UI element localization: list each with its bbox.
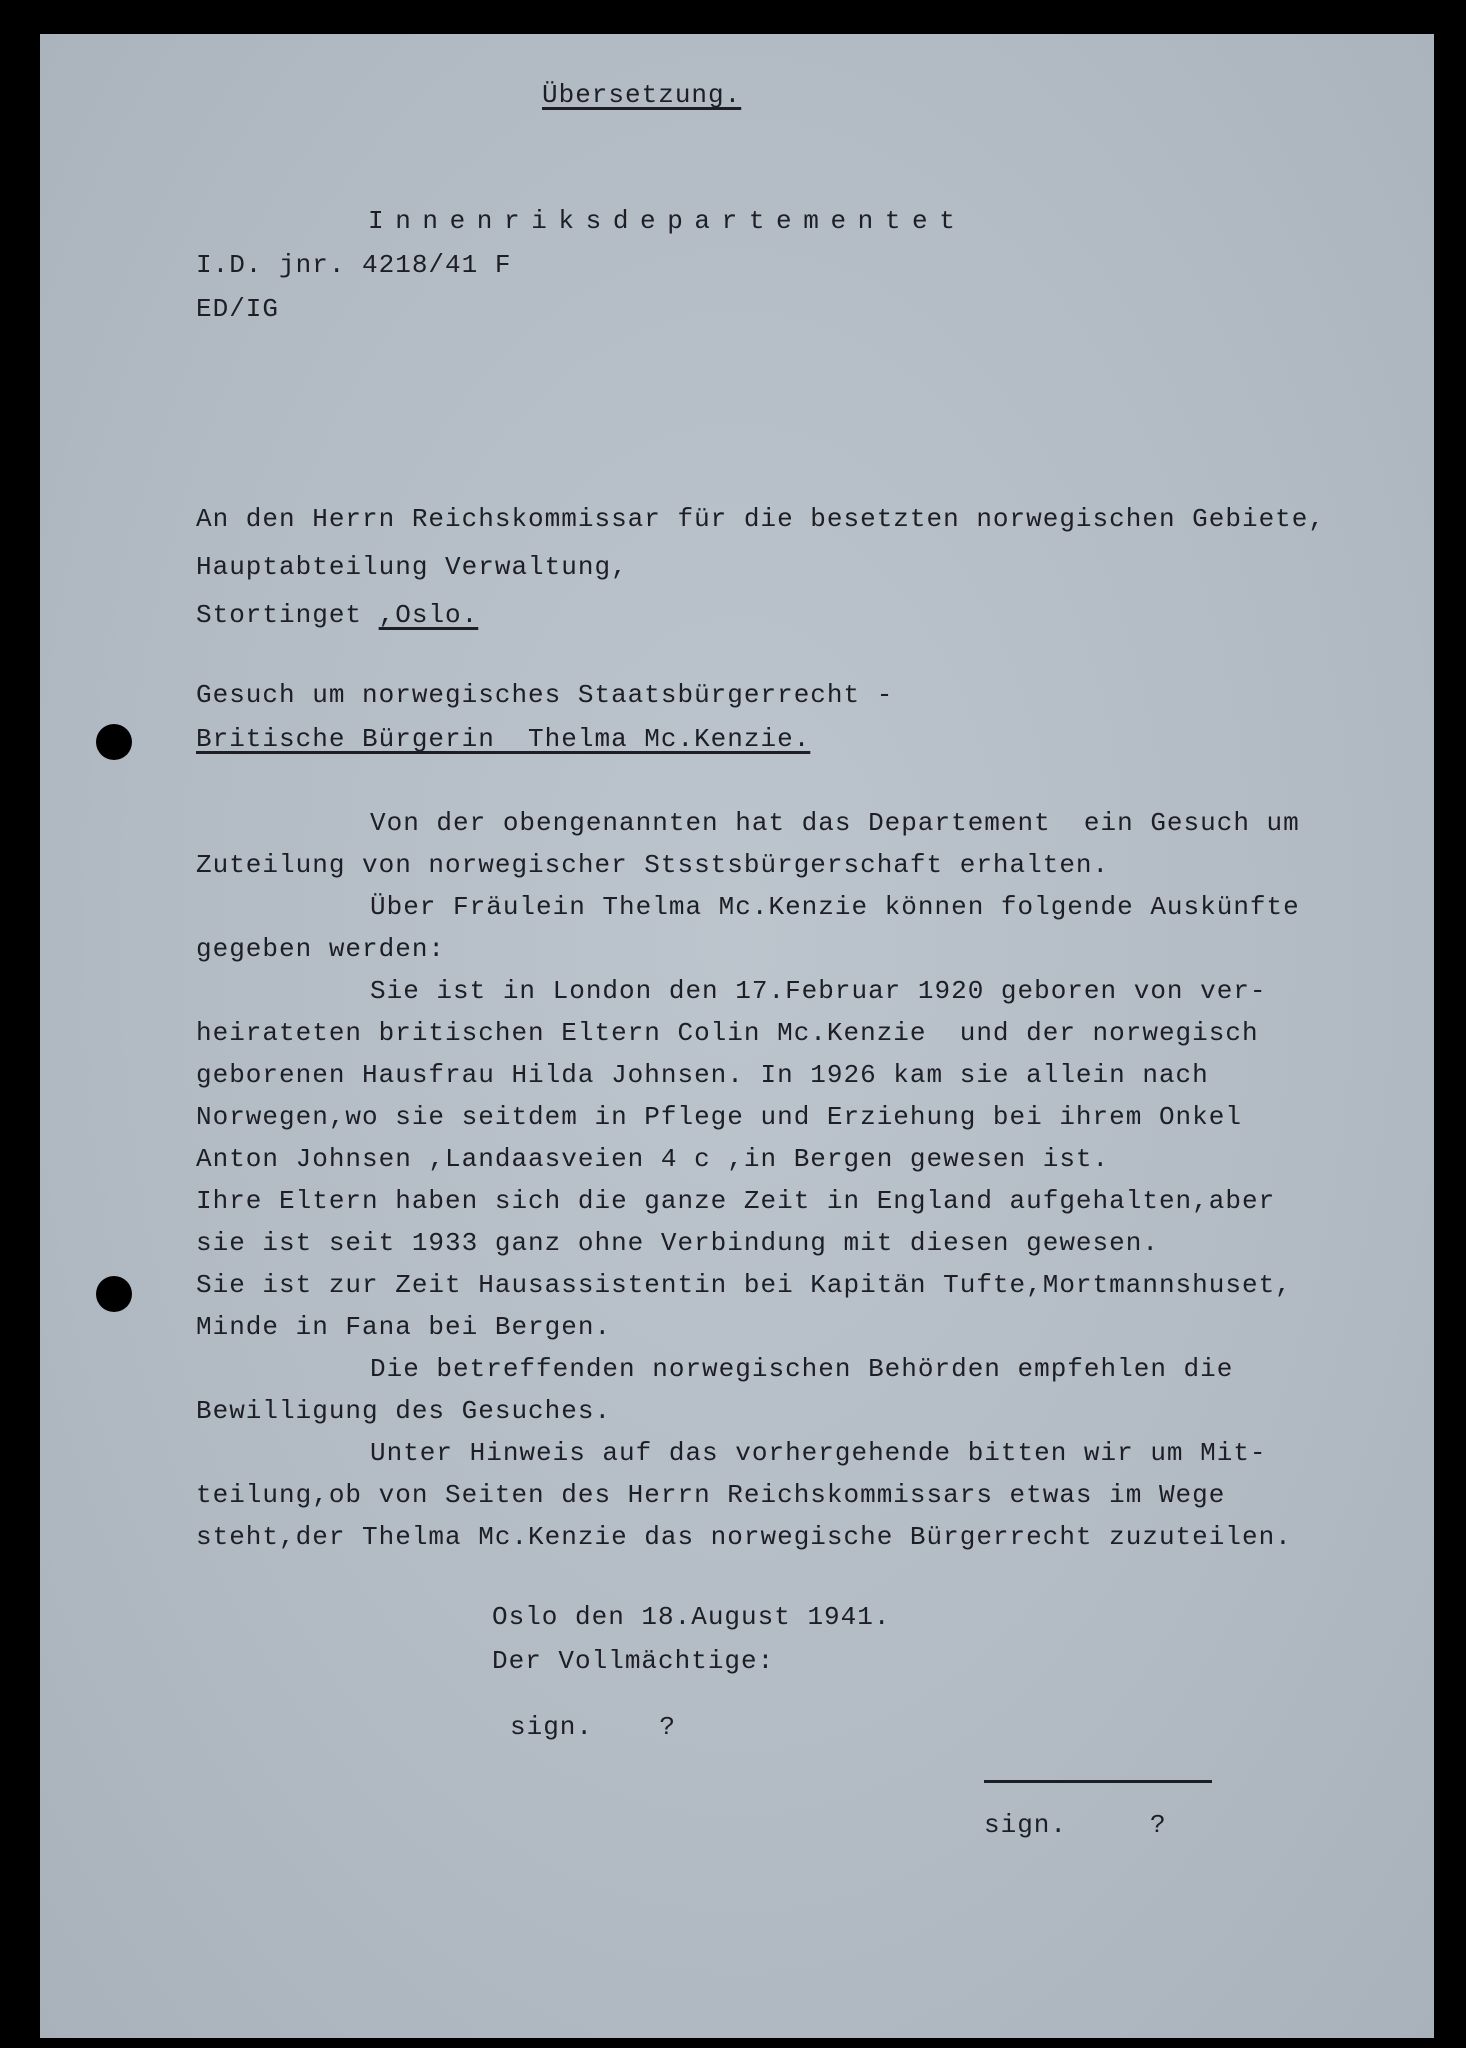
- subject-line-1: Gesuch um norwegisches Staatsbürgerrecht -: [196, 680, 894, 710]
- body-line: Von der obengenannten hat das Departement ein Gesuch um: [370, 808, 1300, 838]
- body-line: Minde in Fana bei Bergen.: [196, 1312, 612, 1342]
- journal-number: I.D. jnr. 4218/41 F: [196, 250, 512, 280]
- body-line: Unter Hinweis auf das vorhergehende bitten wir um Mit-: [370, 1438, 1267, 1468]
- body-line: Sie ist zur Zeit Hausassistentin bei Kapitän Tufte,Mortmannshuset,: [196, 1270, 1292, 1300]
- body-line: Sie ist in London den 17.Februar 1920 geboren von ver-: [370, 976, 1267, 1006]
- subject-line-2: Britische Bürgerin Thelma Mc.Kenzie.: [196, 724, 811, 754]
- body-line: sie ist seit 1933 ganz ohne Verbindung mit diesen gewesen.: [196, 1228, 1159, 1258]
- recipient-city: ,Oslo.: [378, 600, 479, 630]
- body-line: Norwegen,wo sie seitdem in Pflege und Erziehung bei ihrem Onkel: [196, 1102, 1242, 1132]
- place-date: Oslo den 18.August 1941.: [492, 1602, 891, 1632]
- punch-hole-lower: [96, 1276, 132, 1312]
- signature-2: sign. ?: [984, 1810, 1167, 1840]
- department-name: Innenriksdepartementet: [368, 206, 967, 236]
- document-heading: Übersetzung.: [542, 80, 742, 110]
- recipient-street: Stortinget: [196, 600, 379, 630]
- punch-hole-upper: [96, 724, 132, 760]
- signature-line: [984, 1780, 1212, 1783]
- body-line: gegeben werden:: [196, 934, 446, 964]
- body-line: teilung,ob von Seiten des Herrn Reichskommissars etwas im Wege: [196, 1480, 1226, 1510]
- body-line: geborenen Hausfrau Hilda Johnsen. In 1926 kam sie allein nach: [196, 1060, 1209, 1090]
- body-line: Ihre Eltern haben sich die ganze Zeit in England aufgehalten,aber: [196, 1186, 1276, 1216]
- body-line: Die betreffenden norwegischen Behörden empfehlen die: [370, 1354, 1234, 1384]
- recipient-line-1: An den Herrn Reichskommissar für die besetzten norwegischen Gebiete,: [196, 504, 1325, 534]
- body-line: Über Fräulein Thelma Mc.Kenzie können folgende Auskünfte: [370, 892, 1300, 922]
- body-line: Zuteilung von norwegischer Stsstsbürgerschaft erhalten.: [196, 850, 1110, 880]
- body-line: Bewilligung des Gesuches.: [196, 1396, 612, 1426]
- body-line: Anton Johnsen ,Landaasveien 4 c ,in Bergen gewesen ist.: [196, 1144, 1110, 1174]
- signatory-title: Der Vollmächtige:: [492, 1646, 775, 1676]
- document-page: [40, 34, 1434, 2038]
- recipient-line-3: [196, 602, 478, 628]
- body-line: heirateten britischen Eltern Colin Mc.Kenzie und der norwegisch: [196, 1018, 1259, 1048]
- body-line: steht,der Thelma Mc.Kenzie das norwegische Bürgerrecht zuzuteilen.: [196, 1522, 1292, 1552]
- signature-1: sign. ?: [510, 1712, 677, 1742]
- recipient-line-2: Hauptabteilung Verwaltung,: [196, 552, 628, 582]
- reference-initials: ED/IG: [196, 294, 280, 324]
